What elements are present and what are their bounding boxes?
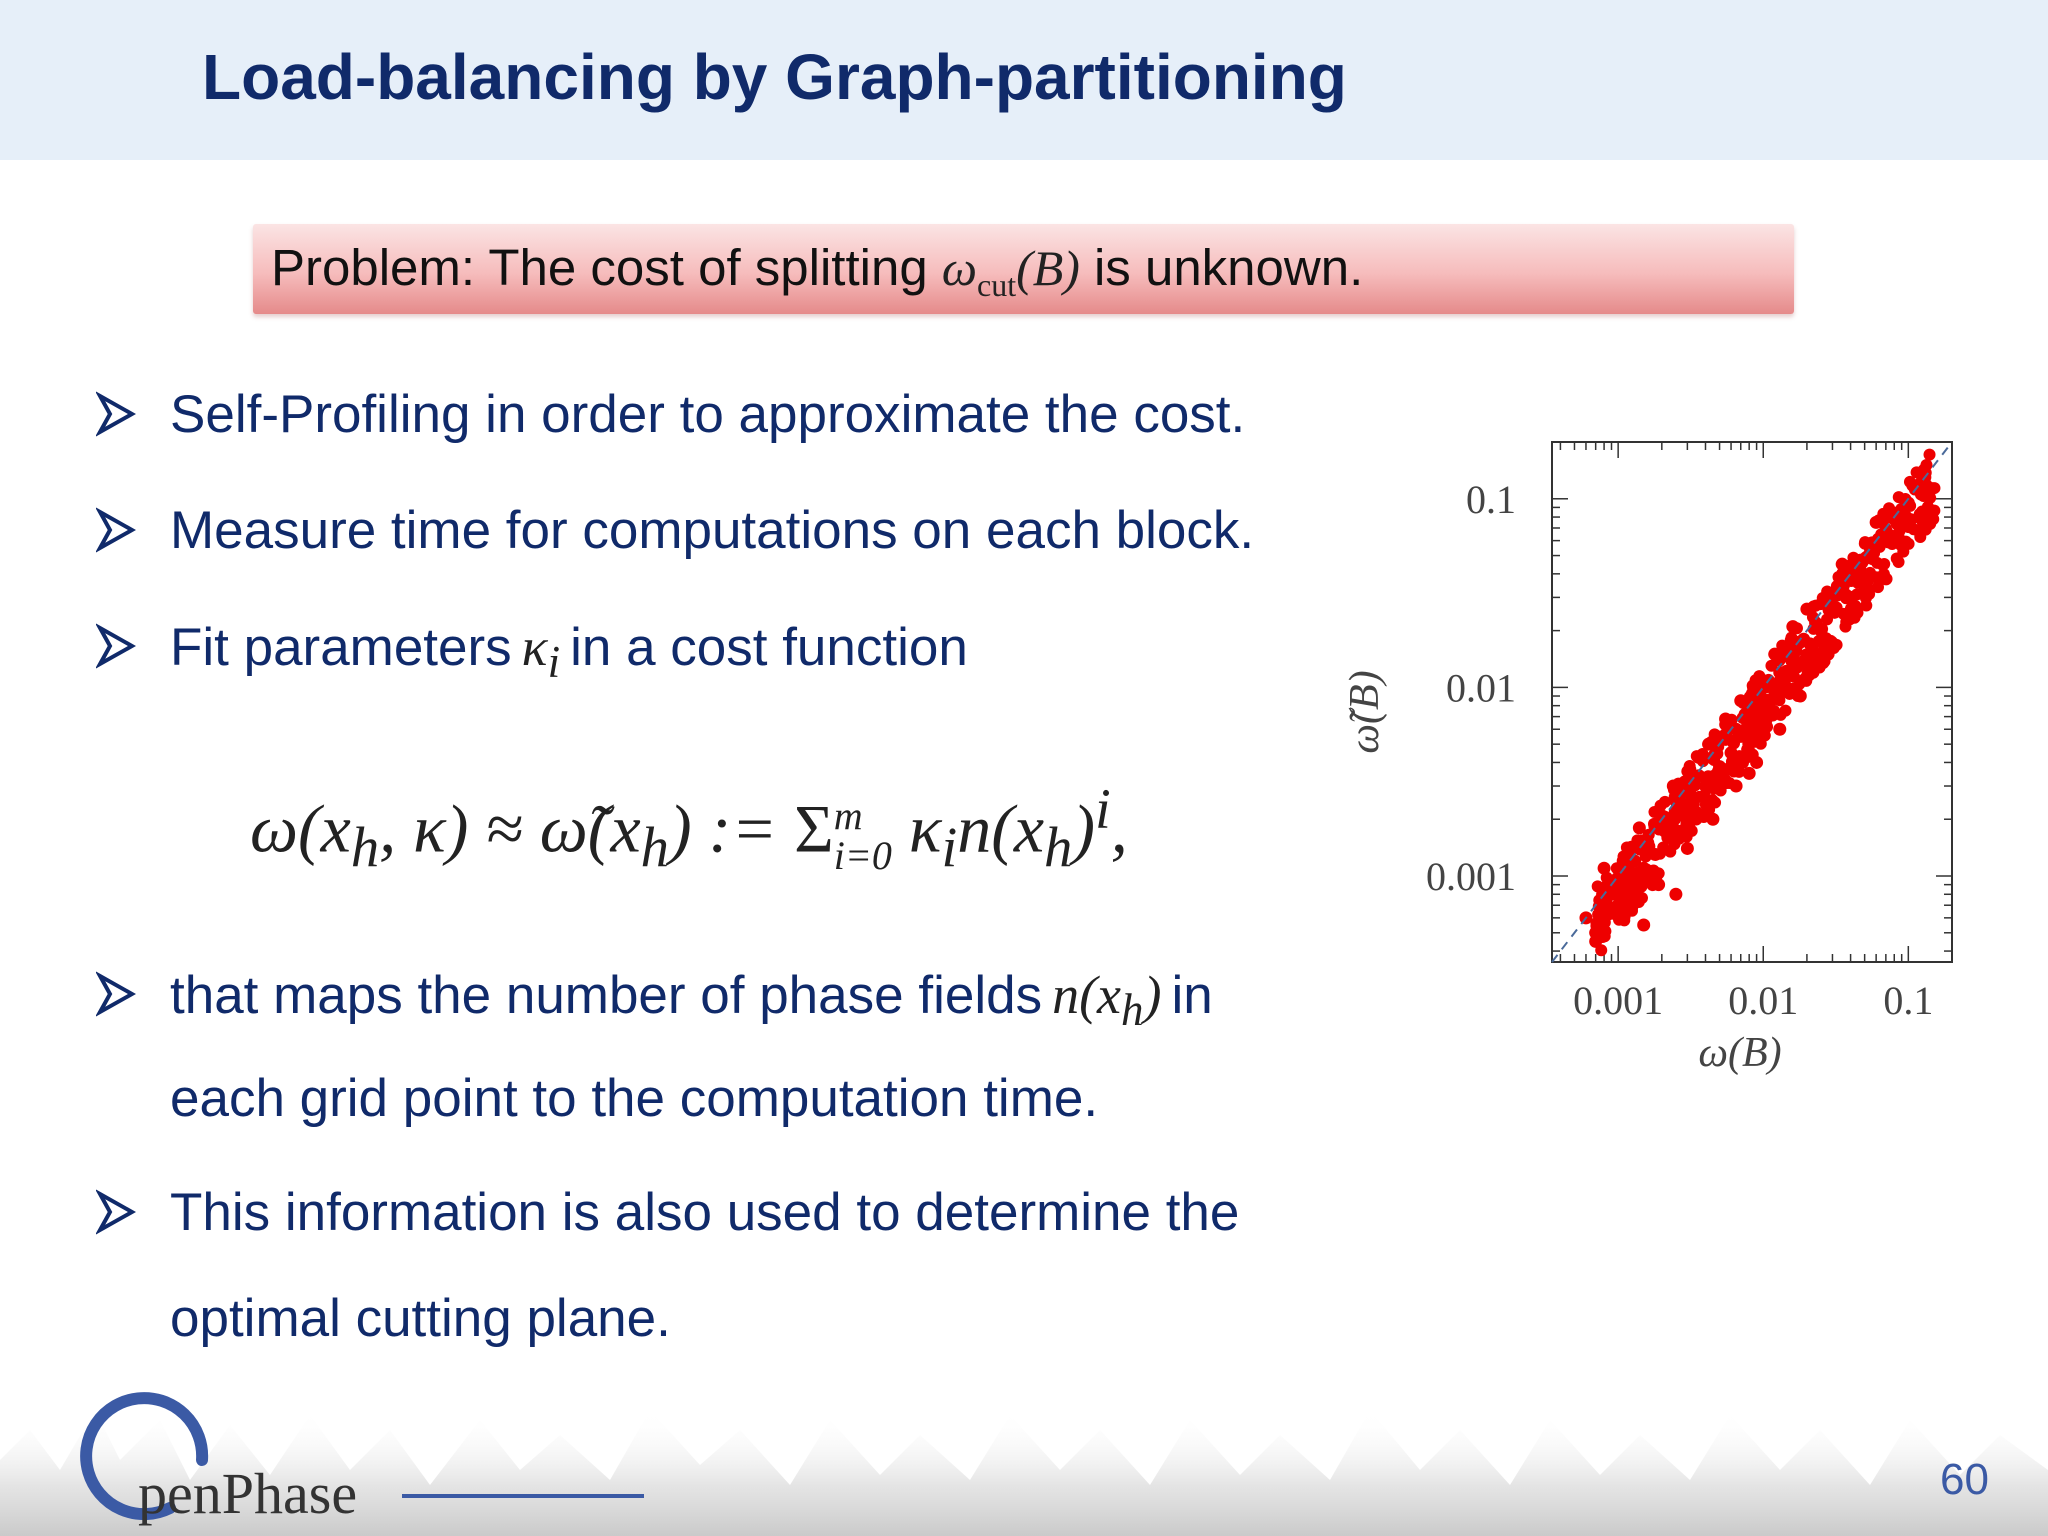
formula-term: κ [891, 790, 942, 867]
arrowhead-bullet-icon [96, 500, 136, 560]
data-point [1765, 706, 1777, 718]
data-point [1654, 808, 1666, 820]
data-point [1839, 621, 1851, 633]
arrowhead-bullet-icon [96, 616, 136, 676]
data-point [1625, 841, 1637, 853]
arrowhead-bullet-icon [96, 1182, 136, 1242]
bullet-5-text: This information is also used to determine the [170, 1183, 1240, 1242]
data-point [1676, 831, 1688, 843]
data-point [1737, 696, 1749, 708]
logo-underline [402, 1494, 644, 1498]
data-point [1914, 508, 1926, 520]
kappa-symbol: κ [521, 617, 548, 677]
problem-suffix: is unknown. [1093, 239, 1364, 296]
data-point [1601, 872, 1613, 884]
bullet-4-prefix: that maps the number of phase fields [170, 966, 1043, 1025]
problem-math-symbol: ω [941, 240, 978, 296]
data-point [1860, 600, 1872, 612]
formula-approx-rest: ) := [668, 790, 795, 867]
data-point [1802, 667, 1814, 679]
bullet-4-math [1052, 964, 1161, 1036]
data-point [1866, 553, 1878, 565]
data-point [1787, 683, 1799, 695]
bullet-3-prefix: Fit parameters [170, 618, 512, 677]
data-point [1833, 571, 1845, 583]
x-tick-label: 0.001 [1573, 978, 1664, 1023]
data-point [1894, 525, 1906, 537]
problem-math-argument: (B) [1016, 240, 1080, 296]
data-point [1924, 449, 1936, 461]
problem-text [271, 238, 1363, 304]
data-point [1683, 818, 1695, 830]
data-point [1697, 809, 1709, 821]
data-point [1821, 613, 1833, 625]
page-number: 60 [1940, 1455, 1989, 1504]
data-point [1684, 760, 1696, 772]
bullet-2-text: Measure time for computations on each block. [170, 501, 1255, 560]
data-point [1788, 649, 1800, 661]
n-of-x-subscript: h [1121, 984, 1144, 1035]
data-point [1817, 657, 1829, 669]
data-point [1726, 714, 1738, 726]
data-point [1657, 842, 1669, 854]
formula-approx-sub: h [640, 817, 669, 880]
data-point [1754, 713, 1766, 725]
bullet-3-math [522, 616, 560, 688]
data-point [1788, 671, 1800, 683]
formula-sum-sup: m [833, 793, 863, 839]
data-point [1728, 735, 1740, 747]
data-point [1681, 842, 1694, 855]
data-point [1653, 867, 1665, 879]
formula-sum-sub: i=0 [833, 833, 892, 879]
problem-math [942, 239, 1080, 304]
data-point [1880, 573, 1892, 585]
bullet-1-text: Self-Profiling in order to approximate the cost. [170, 385, 1246, 444]
data-point [1737, 712, 1749, 724]
cost-function-formula [250, 778, 1128, 880]
data-point [1773, 723, 1786, 736]
formula-term-sup: i [1095, 779, 1111, 841]
data-point [1841, 591, 1853, 603]
data-point [1920, 479, 1932, 491]
data-point [1597, 919, 1609, 931]
bullet-3-text [170, 616, 968, 688]
data-point [1878, 558, 1890, 570]
bullet-4-continuation: each grid point to the computation time. [170, 1069, 1099, 1128]
data-point [1717, 769, 1729, 781]
x-tick-label: 0.1 [1883, 978, 1934, 1023]
formula-approx: ω̃(x [539, 790, 641, 867]
problem-prefix: Problem: The cost of splitting [271, 239, 928, 296]
data-point [1616, 911, 1628, 923]
data-point [1597, 882, 1609, 894]
data-point [1669, 888, 1682, 901]
problem-math-subscript: cut [977, 267, 1017, 303]
x-axis-label: ω(B) [1698, 1030, 1782, 1076]
y-tick-label: 0.001 [1426, 854, 1516, 900]
data-point [1659, 796, 1671, 808]
formula-comma: , [1110, 790, 1128, 867]
data-point [1844, 607, 1856, 619]
bullet-5-continuation: optimal cutting plane. [170, 1289, 671, 1348]
data-point [1859, 536, 1871, 548]
data-point [1891, 552, 1903, 564]
formula-term-end: ) [1072, 790, 1096, 867]
formula-sum-limits [833, 793, 892, 879]
data-point [1756, 673, 1768, 685]
data-point [1870, 571, 1882, 583]
data-point [1640, 851, 1652, 863]
data-point [1614, 888, 1626, 900]
scatter-plot [1330, 430, 1970, 1090]
slide-title: Load-balancing by Graph-partitioning [202, 41, 1347, 113]
formula-lhs-rest: , κ) ≈ [379, 790, 540, 867]
data-point [1697, 748, 1709, 760]
data-point [1595, 944, 1607, 956]
formula-term-sub: i [941, 817, 958, 880]
data-point [1754, 688, 1766, 700]
formula-sum: Σ [794, 790, 834, 867]
y-axis-label: ω̃(B) [1342, 670, 1388, 754]
arrowhead-bullet-icon [96, 964, 136, 1024]
n-of-x-symbol: n(x [1052, 965, 1122, 1025]
formula-lhs-sub: h [350, 817, 380, 880]
data-point [1741, 743, 1753, 755]
bullet-4-suffix: in [1171, 966, 1213, 1025]
data-point [1829, 601, 1841, 613]
data-point [1773, 654, 1785, 666]
data-point [1810, 600, 1822, 612]
formula-lhs: ω(x [250, 790, 351, 867]
data-point [1733, 766, 1745, 778]
x-tick-label: 0.01 [1728, 978, 1799, 1023]
formula-term-sub2: h [1044, 817, 1073, 880]
formula-term-rest: n(x [957, 790, 1045, 867]
data-point [1709, 797, 1721, 809]
n-of-x-close: ) [1143, 965, 1162, 1025]
logo-text: penPhase [138, 1461, 358, 1526]
kappa-subscript: i [547, 636, 561, 687]
problem-callout [253, 224, 1794, 314]
y-tick-label: 0.1 [1466, 476, 1516, 522]
data-point [1669, 813, 1681, 825]
y-tick-label: 0.01 [1446, 665, 1516, 711]
bullet-3-suffix: in a cost function [570, 618, 968, 677]
data-point [1715, 785, 1727, 797]
data-point [1637, 864, 1649, 876]
data-point [1895, 539, 1907, 551]
data-point [1635, 881, 1647, 893]
data-point [1637, 918, 1650, 931]
data-point [1861, 581, 1873, 593]
data-point [1852, 564, 1864, 576]
data-point [1770, 681, 1782, 693]
bullet-4-text [170, 964, 1213, 1036]
arrowhead-bullet-icon [96, 384, 136, 444]
data-point [1756, 730, 1768, 742]
